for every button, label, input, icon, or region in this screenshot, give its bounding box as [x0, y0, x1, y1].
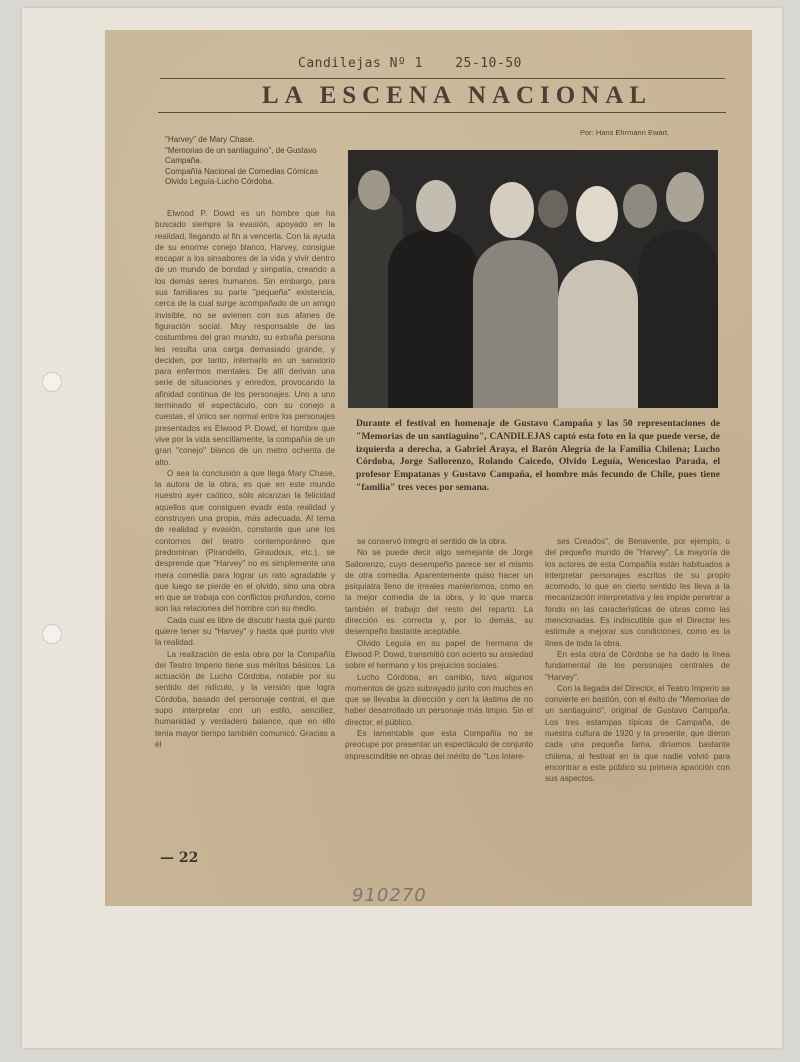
paragraph: Olvido Leguía en su papel de hermana de Elwood P. Dowd, transmitió con acierto su ansiedad sobre el hermano y los prejuicios sociales. [345, 638, 533, 671]
article-column-2 [345, 536, 533, 851]
issue-line [298, 56, 546, 71]
photo-figure [358, 170, 390, 210]
divider [158, 112, 726, 113]
photo-caption: Durante el festival en homenaje de Gustavo Campaña y las 50 representaciones de "Memorias de un santiaguino", CANDILEJAS captó esta foto en la que puede verse, de izquierda a derecha, a Gabriel Araya, el Barón Alegría de la Familia Chilena; Lucho Córdoba, Jorge Sallorenzo, Rolando Caicedo, Olvido Leguía, Wenceslao Parada, el profesor Empatanas y Gustavo Campaña, el hombre más fecundo de Chile, pues tiene "familia" tres veces por semana. [356, 418, 720, 493]
photo-figure [638, 230, 718, 408]
paragraph: Cada cual es libre de discutir hasta qué punto quiere tener su "Harvey" y hasta qué punto vivir la realidad. [155, 615, 335, 648]
paragraph: se conservó íntegro el sentido de la obra. [357, 537, 508, 546]
photo-figure [473, 240, 558, 408]
photo-figure [558, 260, 638, 408]
group-photo [348, 150, 718, 408]
paragraph: O sea la conclusión a que llega Mary Chase, la autora de la obra, es que en este mundo nuestro ayer caótico, sólo alcanzan la felicidad aquellos que consiguen evadir esta realidad y construyen una propia, más adecuada. Al tema de realidad y evasión, constante que une los contornos del teatro contemporáneo que predominan (Pirandello, Giraudoux, etc.), se desprende que "Harvey" no es simplemente una mera comedia para lograr un rato agradable y que luego se pierde en el olvido, sino una obra en que se trabaja con conflictos profundos, como son las relaciones del hombre con su medio. [155, 468, 335, 614]
photo-figure [576, 186, 618, 242]
publication-name: Candilejas Nº 1 [298, 56, 423, 71]
paragraph: Es lamentable que esta Compañía no se preocupe por presentar un espectáculo de conjunto imprescindible en obras del mérito de "Los Intere- [345, 729, 533, 761]
paragraph: No se puede decir algo semejante de Jorge Sallorenzo, cuyo desempeño parece ser el mismo de otra comedia. Aparentemente quiso hacer un psiquiatra lleno de irreales manierismos, como en la mejor comedia de la obra, y lo que marca también el trabajo del resto del reparto. La dirección es correcta y, por lo demás, su desempeño bastante aceptable. [345, 548, 533, 637]
paragraph: ses Creados", de Benavente, por ejemplo, o del pequeño mundo de "Harvey". La mayoría de los actores de esta Compañía están habituados a interpretar personajes escritos de su propio acomodo, lo que en cierto sentido les lleva a la mecanización interpretativa y les impide penetrar a fondo en las características de obras como las mencionadas. Es indiscutible que el Director les estimule a mejorar sus condiciones, como es la línea de toda la obra. [545, 537, 730, 648]
photo-figure [538, 190, 568, 228]
photo-figure [490, 182, 534, 238]
paragraph: Lucho Córdoba, en cambio, tuvo algunos momentos de gozo subrayado junto con muchos en que se llevaba la dirección y con la lástima de no haber desarrollado un personaje más limpio. Sin el director, el público. [345, 672, 533, 727]
article-column-1 [155, 208, 335, 853]
page-number: — 22 [160, 850, 199, 866]
byline: Por: Hans Ehrmann Ewart. [580, 128, 670, 137]
issue-date: 25-10-50 [455, 56, 522, 71]
section-title: LA ESCENA NACIONAL [262, 82, 653, 109]
paragraph: En esta obra de Córdoba se ha dado la línea fundamental de los personajes centrales de "Harvey". [545, 649, 730, 682]
photo-figure [388, 230, 478, 408]
punch-hole [42, 372, 62, 392]
play-credits [165, 135, 335, 188]
photo-figure [416, 180, 456, 232]
credit-line: "Harvey" de Mary Chase. [165, 135, 255, 144]
paragraph: Con la llegada del Director, el Teatro Imperio se convierte en bastión, con el éxito de "Memorias de un santiaguino", original de Gustavo Campaña. Los tres estampas típicas de Campaña, de nuestra cultura de 1920 y la presente, que dieron cada una pequeña fama, diríamos bastante chilena, al festival en la que nadie volvió para encontrar a este público su primera aparición con sus aspectos. [545, 683, 730, 784]
credit-line: Compañía Nacional de Comedias Cómicas Olvido Leguía-Lucho Córdoba. [165, 166, 318, 186]
divider [160, 78, 725, 79]
article-column-3 [545, 536, 730, 851]
photo-figure [623, 184, 657, 228]
punch-hole [42, 624, 62, 644]
paragraph: La realización de esta obra por la Compañía del Teatro Imperio tiene sus méritos básicos. La actuación de Lucho Córdoba, notable por su sentido del ridículo, y la versión que logra Córdoba, basado del personaje central, el que supo interpretar con un estilo, sencillez, humanidad y verdadero balance, que en ello tenía mayor tiempo también comunicó. Gracias a él [155, 649, 335, 749]
credit-line: "Memorias de un santiaguino", de Gustavo Campaña. [165, 145, 317, 165]
paragraph: Elwood P. Dowd es un hombre que ha buscado siempre la evasión, apoyado en la realidad, llegando al fin a vencerla. Con la ayuda de su enorme conejo blanco, Harvey, consigue escapar a los sinsabores de la vida y vivir dentro de un mundo de bondad y simpatía, creando a los demás seres humanos. Sin embargo, para sus familiares su parte "pequeña" existencia, cerca de la cual surge acompañado de un amigo invisible, no se avienen con sus afanes de figuración social. Muy responsable de las costumbres del gran mundo, su extraña persona les resulta una carga demasiado grande, y deciden, por tanto, internarlo en un sanatorio para enfermos mentales. De allí derivan una serie de situaciones y enredos, provocando la afinidad continua de los personajes. Uno a uno terminado el espectáculo, con su conejo a cuestas, el único ser normal entre los personajes presentados es Elwood P. Dowd, el hombre que vive por la vida sencillamente, la compañía de un gran "conejo" blanco de un metro ochenta de alto. [155, 209, 335, 467]
photo-figure [666, 172, 704, 222]
handwritten-archive-number: 910270 [352, 885, 427, 906]
